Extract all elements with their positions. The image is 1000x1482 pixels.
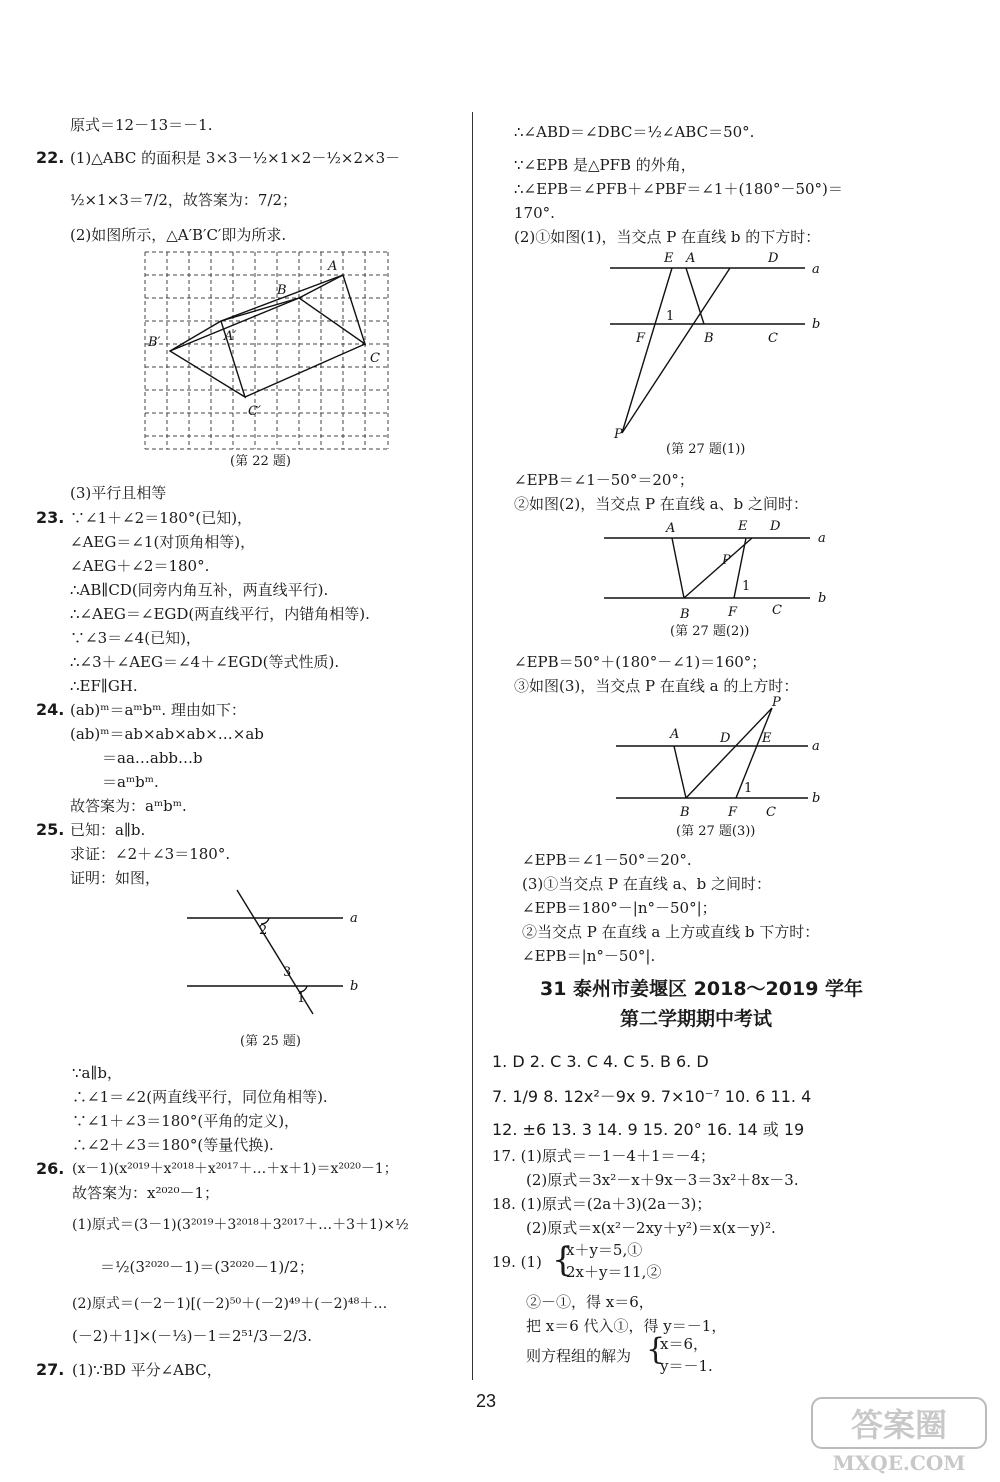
svg-text:B′: B′	[148, 335, 161, 350]
figure-27-2-caption: (第 27 题(2))	[670, 624, 750, 639]
figure-25-diagram	[185, 888, 375, 1018]
system-brace: {	[552, 1240, 574, 1280]
figure-27-2-diagram	[600, 512, 830, 622]
figure-25-caption: (第 25 题)	[240, 1034, 301, 1049]
figure-27-3-caption: (第 27 题(3))	[676, 824, 756, 839]
svg-text:E: E	[664, 251, 674, 266]
q23-line: ∵∠3＝∠4(已知)，	[70, 629, 201, 647]
svg-text:C: C	[772, 603, 782, 618]
q19-equation: 2x＋y＝11,②	[566, 1263, 662, 1281]
question-number-26: 26.	[36, 1159, 65, 1178]
svg-text:B: B	[704, 331, 714, 346]
q23-line: ∴∠AEG＝∠EGD(两直线平行，内错角相等).	[70, 605, 370, 623]
q27-line: (1)∵BD 平分∠ABC，	[72, 1361, 222, 1379]
svg-text:b: b	[812, 791, 821, 806]
question-number-27: 27.	[36, 1360, 65, 1379]
q27-text-line: ∠EPB＝50°＋(180°－∠1)＝160°；	[514, 653, 767, 671]
svg-text:F: F	[728, 805, 738, 820]
figure-22-caption: (第 22 题)	[230, 454, 291, 469]
svg-text:D: D	[768, 251, 779, 266]
figure-27-1-diagram	[600, 248, 830, 443]
svg-text:2: 2	[259, 923, 268, 938]
svg-text:3: 3	[283, 965, 292, 980]
svg-text:B: B	[277, 283, 287, 298]
svg-text:B: B	[680, 805, 690, 820]
svg-text:C′: C′	[248, 404, 261, 419]
q22-line-1: (1)△ABC 的面积是 3×3－½×1×2－½×2×3－	[70, 149, 401, 167]
q26-line: (2)原式＝(－2－1)[(－2)⁵⁰＋(－2)⁴⁹＋(－2)⁴⁸＋…	[72, 1296, 388, 1312]
svg-text:a: a	[812, 739, 820, 754]
svg-text:a: a	[818, 531, 826, 546]
answer-row: 7. 1/9 8. 12x²－9x 9. 7×10⁻⁷ 10. 6 11. 4	[492, 1087, 812, 1106]
svg-text:MXQE.COM: MXQE.COM	[832, 1451, 966, 1475]
q27-text-line: ∵∠EPB 是△PFB 的外角，	[514, 156, 696, 174]
q22-line-3: (2)如图所示，△A′B′C′即为所求.	[70, 226, 287, 244]
q27-text-line: ∠EPB＝∠1－50°＝20°.	[522, 851, 692, 869]
q24-line: ＝aᵐbᵐ.	[102, 773, 159, 791]
svg-text:D: D	[720, 731, 731, 746]
q25-line: 已知：a∥b.	[70, 821, 146, 839]
svg-text:F: F	[636, 331, 646, 346]
q25-proof-line: ∵∠1＋∠3＝180°(平角的定义)，	[72, 1112, 300, 1130]
q25-proof-line: ∴∠1＝∠2(两直线平行，同位角相等).	[72, 1088, 328, 1106]
svg-text:F: F	[728, 605, 738, 620]
q23-line: ∴EF∥GH.	[70, 677, 138, 695]
q25-proof-line: ∴∠2＋∠3＝180°(等量代换).	[72, 1136, 274, 1154]
svg-text:E: E	[738, 519, 748, 534]
q26-line: 故答案为：x²⁰²⁰－1；	[72, 1184, 220, 1202]
solution-brace: {	[646, 1332, 666, 1367]
answer-row: 12. ±6 13. 3 14. 9 15. 20° 16. 14 或 19	[492, 1120, 805, 1139]
svg-text:1: 1	[666, 309, 675, 324]
svg-text:D: D	[770, 519, 781, 534]
section-title: 31 泰州市姜堰区 2018～2019 学年	[540, 978, 864, 1000]
svg-text:1: 1	[297, 991, 306, 1006]
figure-27-1-caption: (第 27 题(1))	[666, 442, 746, 457]
svg-text:A′: A′	[224, 329, 237, 344]
q19-line: 把 x＝6 代入①，得 y＝－1，	[526, 1317, 727, 1335]
q27-text-line: (3)①当交点 P 在直线 a、b 之间时：	[522, 875, 771, 893]
svg-text:A: A	[686, 251, 696, 266]
svg-text:P: P	[722, 553, 731, 568]
q19-equation: x＋y＝5,①	[566, 1241, 643, 1259]
q27-text-line: ∴∠ABD＝∠DBC＝½∠ABC＝50°.	[514, 123, 755, 141]
q26-line: (－2)＋1]×(－⅓)－1＝2⁵¹/3－2/3.	[72, 1327, 313, 1345]
q26-line: (x－1)(x²⁰¹⁹＋x²⁰¹⁸＋x²⁰¹⁷＋…＋x＋1)＝x²⁰²⁰－1；	[72, 1161, 398, 1177]
question-number-23: 23.	[36, 508, 65, 527]
q27-text-line: (2)①如图(1)，当交点 P 在直线 b 的下方时：	[514, 228, 821, 246]
watermark-logo	[810, 1394, 988, 1476]
q24-line: (ab)ᵐ＝aᵐbᵐ. 理由如下：	[70, 701, 246, 719]
svg-text:A: A	[328, 259, 338, 274]
q27-text-line: ∠EPB＝|n°－50°|.	[522, 947, 656, 965]
page-number: 23	[476, 1391, 497, 1411]
q23-line: ∠AEG＝∠1(对顶角相等)，	[70, 533, 256, 551]
svg-text:a: a	[350, 911, 358, 926]
q25-proof-line: ∵a∥b，	[72, 1064, 123, 1082]
svg-text:C: C	[766, 805, 776, 820]
q25-line: 求证：∠2＋∠3＝180°.	[70, 845, 231, 863]
q27-text-line: 170°.	[514, 204, 555, 222]
svg-text:b: b	[812, 317, 821, 332]
q23-line: ∵∠1＋∠2＝180°(已知)，	[70, 509, 253, 527]
q22-line-2: ½×1×3＝7/2，故答案为：7/2；	[70, 191, 298, 209]
q24-line: 故答案为：aᵐbᵐ.	[70, 797, 187, 815]
svg-text:A: A	[670, 727, 680, 742]
column-divider	[472, 112, 473, 1380]
q27-text-line: ③如图(3)，当交点 P 在直线 a 的上方时：	[514, 677, 799, 695]
q22-line-4: (3)平行且相等	[70, 484, 167, 502]
q27-text-line: ②如图(2)，当交点 P 在直线 a、b 之间时：	[514, 495, 808, 513]
text-line: 原式＝12－13＝－1.	[70, 116, 213, 134]
question-number-22: 22.	[36, 148, 65, 167]
q24-line: (ab)ᵐ＝ab×ab×ab×…×ab	[70, 725, 264, 743]
q26-line: (1)原式＝(3－1)(3²⁰¹⁹＋3²⁰¹⁸＋3²⁰¹⁷＋…＋3＋1)×½	[72, 1217, 409, 1233]
q19-line: 则方程组的解为	[526, 1347, 632, 1365]
q17-line: 17. (1)原式＝－1－4＋1＝－4；	[492, 1147, 716, 1165]
q27-text-line: ②当交点 P 在直线 a 上方或直线 b 下方时：	[522, 923, 820, 941]
q27-text-line: ∠EPB＝∠1－50°＝20°；	[514, 471, 694, 489]
svg-text:B: B	[680, 607, 690, 622]
svg-text:答案圈: 答案圈	[850, 1406, 948, 1444]
svg-text:b: b	[350, 979, 359, 994]
question-number-25: 25.	[36, 820, 65, 839]
q19-solution: x＝6，	[660, 1335, 709, 1353]
q26-line: ＝½(3²⁰²⁰－1)＝(3²⁰²⁰－1)/2；	[100, 1258, 314, 1276]
svg-text:C: C	[768, 331, 778, 346]
figure-22-grid	[140, 248, 395, 454]
figure-27-3-diagram	[612, 694, 832, 824]
question-number-24: 24.	[36, 700, 65, 719]
svg-text:b: b	[818, 591, 827, 606]
q19-line: ②－①，得 x＝6，	[526, 1293, 654, 1311]
q27-text-line: ∠EPB＝180°－|n°－50°|；	[522, 899, 717, 917]
watermark-graphic	[810, 1394, 988, 1476]
svg-text:1: 1	[742, 579, 751, 594]
svg-text:C: C	[370, 351, 380, 366]
svg-text:a: a	[812, 262, 820, 277]
q18-line: 18. (1)原式＝(2a＋3)(2a－3)；	[492, 1195, 712, 1213]
q23-line: ∴AB∥CD(同旁内角互补，两直线平行).	[70, 581, 329, 599]
svg-text:E: E	[762, 731, 772, 746]
q23-line: ∴∠3＋∠AEG＝∠4＋∠EGD(等式性质).	[70, 653, 340, 671]
q27-text-line: ∴∠EPB＝∠PFB＋∠PBF＝∠1＋(180°－50°)＝	[514, 180, 843, 198]
svg-text:A: A	[666, 521, 676, 536]
q19-solution: y＝－1.	[660, 1357, 713, 1375]
svg-text:P: P	[614, 427, 623, 442]
q18-line: (2)原式＝x(x²－2xy＋y²)＝x(x－y)².	[526, 1219, 776, 1237]
svg-text:P: P	[772, 695, 781, 710]
q25-line: 证明：如图，	[70, 869, 161, 887]
q23-line: ∠AEG＋∠2＝180°.	[70, 557, 210, 575]
q24-line: ＝aa…abb…b	[102, 749, 203, 767]
svg-text:1: 1	[744, 781, 753, 796]
section-subtitle: 第二学期期中考试	[620, 1008, 773, 1030]
answer-row: 1. D 2. C 3. C 4. C 5. B 6. D	[492, 1052, 709, 1071]
q17-line: (2)原式＝3x²－x＋9x－3＝3x²＋8x－3.	[526, 1171, 799, 1189]
q19-line: 19. (1)	[492, 1253, 542, 1271]
